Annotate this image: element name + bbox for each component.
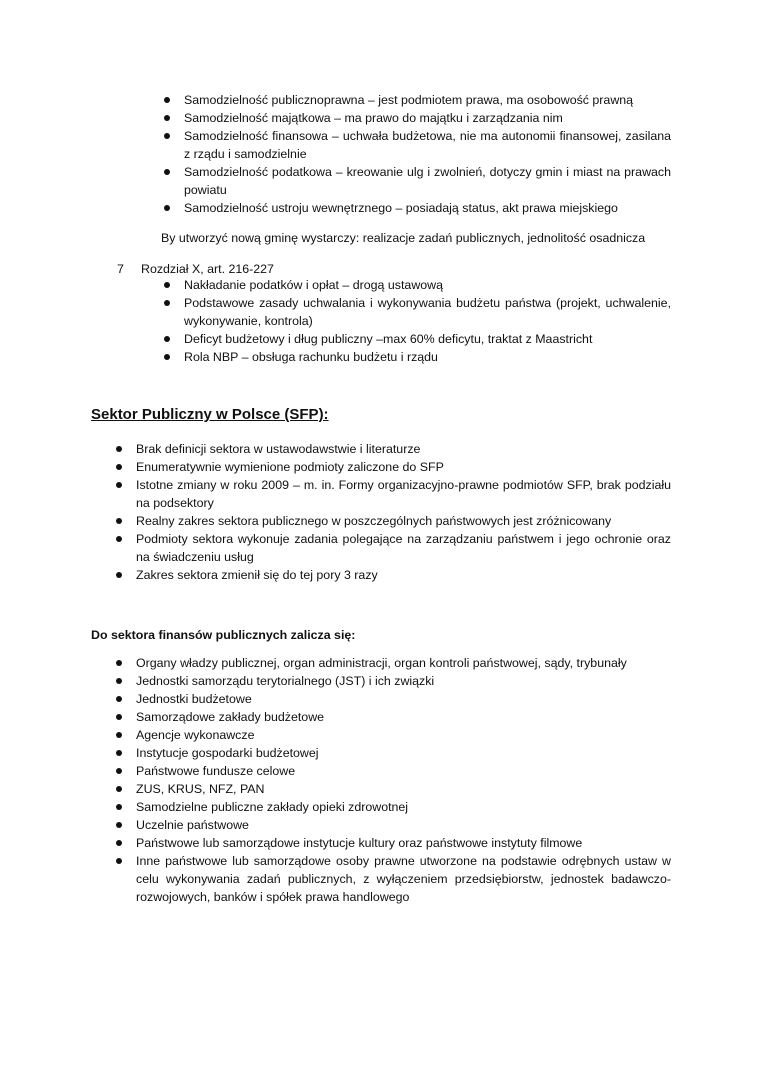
list-item: Samodzielność finansowa – uchwała budżetowa, nie ma autonomii finansowej, zasilana z rządu i samodzielnie [161,127,671,163]
section7-list [161,276,671,366]
list-item: Zakres sektora zmienił się do tej pory 3 razy [113,566,671,584]
list-item: Nakładanie podatków i opłat – drogą ustawową [161,276,671,294]
list-item: Brak definicji sektora w ustawodawstwie i literaturze [113,440,671,458]
list-item: Instytucje gospodarki budżetowej [113,744,671,762]
list-item: Państwowe lub samorządowe instytucje kultury oraz państwowe instytuty filmowe [113,834,671,852]
list-item: Podmioty sektora wykonuje zadania polegające na zarządzaniu państwem i jego ochronie oraz na świadczeniu usług [113,530,671,566]
list-item: Samodzielność majątkowa – ma prawo do majątku i zarządzania nim [161,109,671,127]
list-item: Samodzielność podatkowa – kreowanie ulg i zwolnień, dotyczy gmin i miast na prawach powiatu [161,163,671,199]
list-item: Uczelnie państwowe [113,816,671,834]
list-item: Samodzielność ustroju wewnętrznego – posiadają status, akt prawa miejskiego [161,199,671,217]
sfp-heading: Sektor Publiczny w Polsce (SFP): [91,406,329,423]
list-item: Organy władzy publicznej, organ administracji, organ kontroli państwowej, sądy, trybunały [113,654,671,672]
sfp-list [113,440,671,584]
list-item: Jednostki samorządu terytorialnego (JST) i ich związki [113,672,671,690]
public-finance-sector-list [113,654,671,906]
list-item: Samorządowe zakłady budżetowe [113,708,671,726]
public-finance-sector-heading: Do sektora finansów publicznych zalicza się: [91,628,356,642]
list-item: Realny zakres sektora publicznego w poszczególnych państwowych jest zróżnicowany [113,512,671,530]
list-item: Enumeratywnie wymienione podmioty zaliczone do SFP [113,458,671,476]
list-item: Inne państwowe lub samorządowe osoby prawne utworzone na podstawie odrębnych ustaw w celu wykonywania zadań publicznych, z wyłączeniem przedsiębiorstw, jednostek badawczo-rozwojowych, banków i spółek prawa handlowego [113,852,671,906]
section-title: Rozdział X, art. 216-227 [141,262,274,276]
list-item: Istotne zmiany w roku 2009 – m. in. Formy organizacyjno-prawne podmiotów SFP, brak podziału na podsektory [113,476,671,512]
list-item: Samodzielność publicznoprawna – jest podmiotem prawa, ma osobowość prawną [161,91,671,109]
section-number: 7 [117,262,124,276]
list-item: ZUS, KRUS, NFZ, PAN [113,780,671,798]
list-item: Rola NBP – obsługa rachunku budżetu i rządu [161,348,671,366]
new-commune-note: By utworzyć nową gminę wystarczy: realizacje zadań publicznych, jednolitość osadnicza [161,231,646,245]
list-item: Samodzielne publiczne zakłady opieki zdrowotnej [113,798,671,816]
list-item: Państwowe fundusze celowe [113,762,671,780]
autonomy-list [161,91,671,217]
list-item: Jednostki budżetowe [113,690,671,708]
list-item: Podstawowe zasady uchwalania i wykonywania budżetu państwa (projekt, uchwalenie, wykonywanie, kontrola) [161,294,671,330]
list-item: Agencje wykonawcze [113,726,671,744]
list-item: Deficyt budżetowy i dług publiczny –max 60% deficytu, traktat z Maastricht [161,330,671,348]
